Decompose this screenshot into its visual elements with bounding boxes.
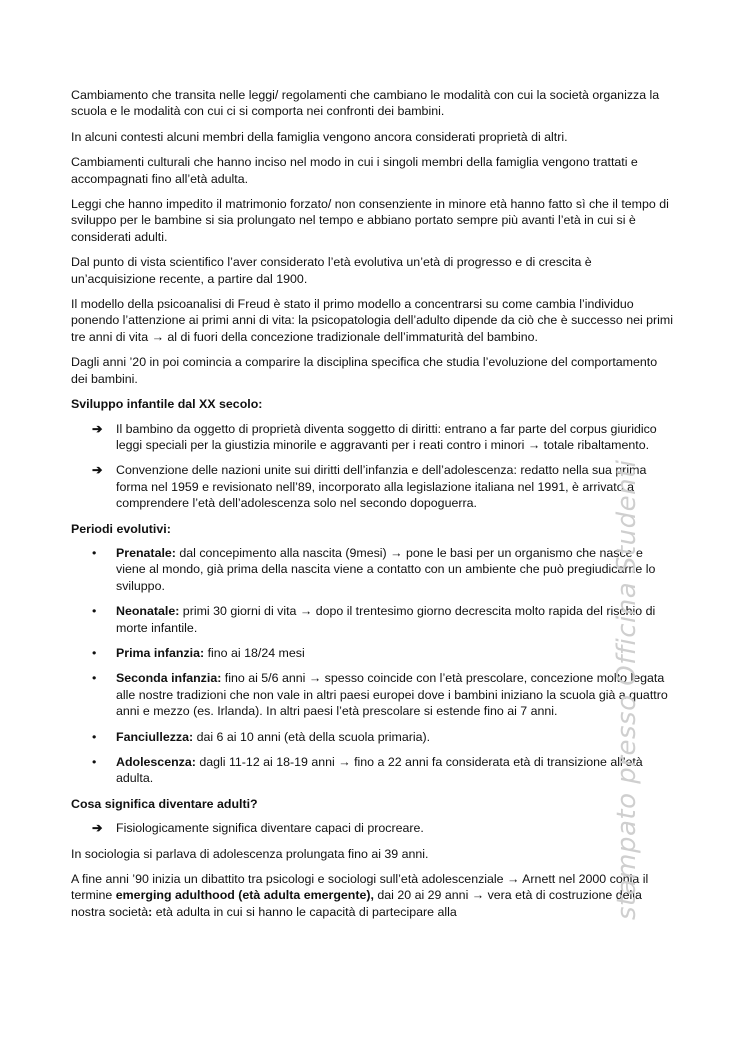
- dot-bullet-icon: •: [92, 545, 97, 560]
- arrow-bullet-icon: ➔: [92, 463, 103, 478]
- term-text: primi 30 giorni di vita → dopo il trentesimo giorno decrescita molto rapida del rischio di morte infantile.: [116, 604, 656, 635]
- paragraph-arnett: [71, 871, 675, 920]
- dot-bullet-icon: •: [92, 671, 97, 686]
- list-item: [71, 545, 675, 594]
- paragraph: Leggi che hanno impedito il matrimonio forzato/ non consenziente in minore età hanno fatto sì che il tempo di sviluppo per le bambine si sia prolungato nel tempo e abbiano portato sempre più avanti l’età in cui si è considerati adulti.: [71, 197, 669, 244]
- term-text: fino ai 5/6 anni → spesso coincide con l’età prescolare, concezione molto legata alle nostre tradizioni che non vale in altri paesi europei dove i bambini iniziano la scuola già a quattro anni e mezzo (es. Irlanda). In altri paesi l’età prescolare si estende fino ai 7 anni.: [116, 671, 668, 719]
- paragraph: Cambiamenti culturali che hanno inciso nel modo in cui i singoli membri della famiglia vengono trattati e accompagnati fino all’età adulta.: [71, 155, 638, 186]
- list-item-text: Il bambino da oggetto di proprietà diventa soggetto di diritti: entrano a far parte del corpus giuridico leggi speciali per la giustizia minorile e aggravanti per i reati contro i minori → totale ribaltamento.: [116, 421, 657, 452]
- list-item-text: Fisiologicamente significa diventare capaci di procreare.: [116, 821, 424, 836]
- term-text: dal concepimento alla nascita (9mesi) → pone le basi per un organismo che nasce e viene al mondo, già prima della nascita viene a contatto con un ambiente che può pregiudicarne lo sviluppo.: [116, 545, 656, 593]
- text-run: età adulta in cui si hanno le capacità di partecipare alla: [152, 904, 457, 919]
- document-body: [71, 87, 675, 929]
- list-item: [71, 729, 675, 745]
- paragraph: Il modello della psicoanalisi di Freud è stato il primo modello a concentrarsi su come cambia l’individuo ponendo l’attenzione ai primi anni di vita: la psicopatologia dell’adulto dipende da ciò che è successo nei primi tre anni di vita → al di fuori della concezione tradizionale dell’immaturità del bambino.: [71, 297, 674, 344]
- text-run: dai 20 ai 29 anni → vera età di costruzione della nostra società: [71, 888, 642, 919]
- term-label: Seconda infanzia:: [116, 671, 222, 686]
- list-item: [71, 754, 675, 787]
- term-label: Fanciullezza:: [116, 729, 194, 744]
- arrow-list: [71, 820, 675, 836]
- paragraph: In sociologia si parlava di adolescenza prolungata fino ai 39 anni.: [71, 846, 429, 861]
- term-label: Adolescenza:: [116, 755, 196, 769]
- term-label: Prenatale:: [116, 545, 176, 560]
- paragraph: Cambiamento che transita nelle leggi/ regolamenti che cambiano le modalità con cui la società organizza la scuola e le modalità con cui ci si comporta nei confronti dei bambini.: [71, 88, 660, 119]
- list-item: [71, 421, 675, 454]
- watermark: stampato presso Officina Studenti: [612, 459, 642, 920]
- text-run: A fine anni ’90 inizia un dibattito tra psicologi e sociologi sull’età adolescenziale → Arnett nel 2000 conia il termine: [71, 872, 649, 903]
- list-item: [71, 645, 675, 661]
- dot-bullet-icon: •: [92, 645, 97, 660]
- list-item: [71, 462, 675, 511]
- bold-colon: :: [148, 904, 153, 919]
- term-label: Prima infanzia:: [116, 645, 205, 660]
- term-text: dagli 11-12 ai 18-19 anni → fino a 22 anni fa considerata età di transizione all’età adulta.: [116, 755, 643, 786]
- section-heading-periodi: Periodi evolutivi:: [71, 521, 171, 536]
- list-item: [71, 670, 675, 719]
- dot-bullet-icon: •: [92, 604, 97, 619]
- paragraph: In alcuni contesti alcuni membri della famiglia vengono ancora considerati proprietà di altri.: [71, 129, 568, 144]
- dot-bullet-icon: •: [92, 755, 97, 769]
- term-label: Neonatale:: [116, 604, 180, 619]
- list-item-text: Convenzione delle nazioni unite sui diritti dell’infanzia e dell’adolescenza: redatto nella sua prima forma nel 1959 e revisionato nell’89, incorporato alla legislazione italiana nel 1991, è arrivato a comprendere l’età dell’adolescenza solo nel secondo dopoguerra.: [116, 463, 647, 511]
- bullet-list: [71, 545, 675, 787]
- section-heading-adulti: Cosa significa diventare adulti?: [71, 796, 258, 811]
- arrow-bullet-icon: ➔: [92, 421, 103, 436]
- term-text: fino ai 18/24 mesi: [204, 645, 305, 660]
- arrow-list: [71, 421, 675, 512]
- section-heading-sviluppo: Sviluppo infantile dal XX secolo:: [71, 397, 263, 412]
- list-item: [71, 603, 675, 636]
- list-item: [71, 820, 675, 836]
- paragraph: Dal punto di vista scientifico l’aver considerato l’età evolutiva un’età di progresso e di crescita è un’acquisizione recente, a partire dal 1900.: [71, 255, 592, 286]
- term-text: dai 6 ai 10 anni (età della scuola primaria).: [193, 729, 431, 744]
- dot-bullet-icon: •: [92, 729, 97, 744]
- paragraph: Dagli anni ’20 in poi comincia a comparire la disciplina specifica che studia l’evoluzione del comportamento dei bambini.: [71, 355, 658, 386]
- arrow-bullet-icon: ➔: [92, 821, 103, 836]
- bold-term: emerging adulthood (età adulta emergente),: [115, 888, 374, 903]
